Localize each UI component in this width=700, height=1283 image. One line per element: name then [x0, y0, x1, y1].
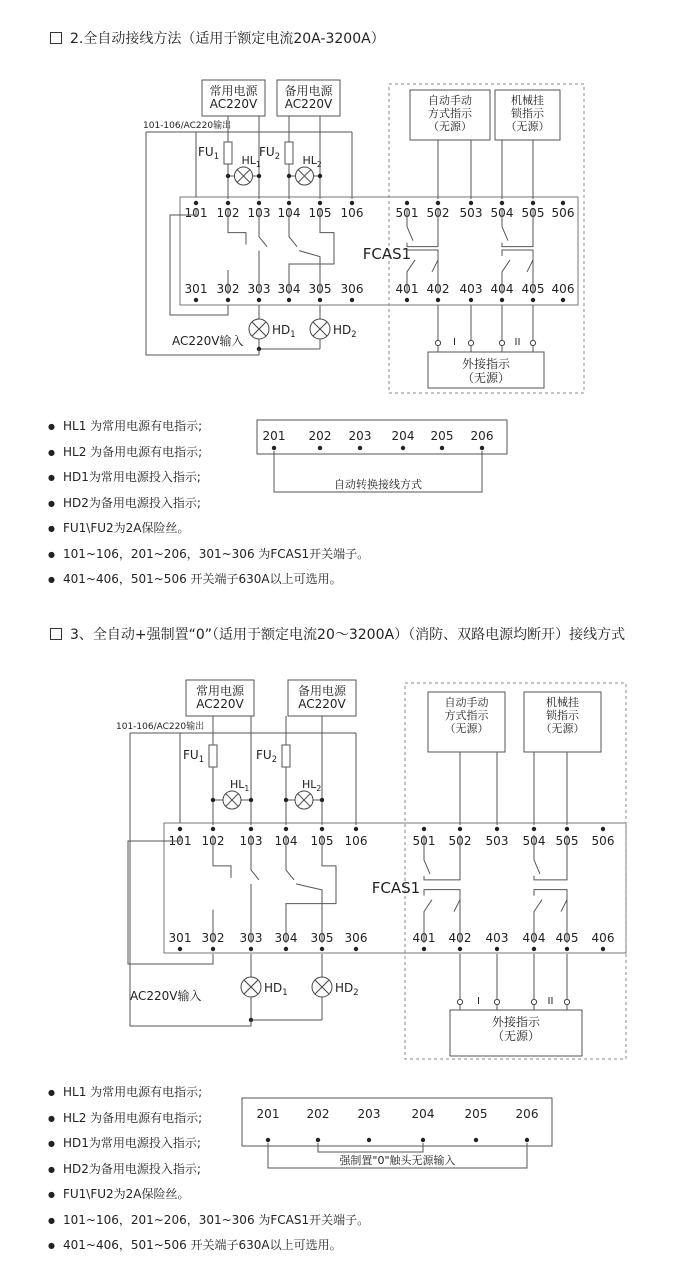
terminal-506-dot — [601, 827, 605, 831]
hd2-label-sub: 2 — [353, 987, 359, 997]
note-item: ● HD1为常用电源投入指示; — [48, 1131, 369, 1157]
fuse-fu2 — [282, 745, 290, 767]
mechanical-lock-label-line: 锁指示 — [546, 709, 579, 722]
terminal-label-401: 401 — [395, 282, 419, 296]
external-indicator-label-line: 外接指示 — [491, 1015, 541, 1029]
hd1-label — [264, 981, 288, 997]
section1-notes — [48, 414, 369, 593]
terminal-label-101: 101 — [184, 206, 208, 220]
terminal-label-106: 106 — [340, 206, 364, 220]
terminal-305-dot — [318, 298, 322, 302]
external-indicator-label-line: 外接指示 — [461, 357, 511, 371]
aux-terminal-204-dot — [401, 446, 405, 450]
junction-dot — [320, 798, 324, 802]
terminal-ring — [457, 999, 462, 1004]
device-name: FCAS1 — [371, 879, 421, 897]
terminal-401-dot — [422, 947, 426, 951]
terminal-label-303: 303 — [247, 282, 271, 296]
device-name: FCAS1 — [362, 245, 412, 263]
hd2-label-sub: 2 — [351, 329, 357, 339]
terminal-502-dot — [436, 201, 440, 205]
terminal-label-403: 403 — [485, 931, 509, 945]
hd1-lamp-icon — [241, 977, 261, 997]
fu1-label-sub: 1 — [198, 754, 205, 764]
terminal-ring — [494, 999, 499, 1004]
hd2-lamp-icon — [310, 319, 330, 339]
terminal-402-dot — [436, 298, 440, 302]
terminal-label-506: 506 — [551, 206, 575, 220]
terminal-503-dot — [495, 827, 499, 831]
junction-dot — [226, 174, 230, 178]
terminal-label-303: 303 — [239, 931, 263, 945]
terminal-105-dot — [320, 827, 324, 831]
backup-power-label-line: 备用电源 — [284, 84, 333, 98]
note-item: ● HD2为备用电源投入指示; — [48, 491, 369, 517]
aux-terminal-204-dot — [421, 1138, 425, 1142]
junction-dot — [287, 174, 291, 178]
fu2-label — [259, 145, 280, 161]
terminal-label-102: 102 — [201, 834, 225, 848]
note-item: ● FU1\FU2为2A保险丝。 — [48, 1182, 369, 1208]
aux-terminal-label-203: 203 — [348, 429, 372, 443]
section2-title: 3、全自动+强制置“0”（适用于额定电流20～3200A）（消防、双路电源均断开）接线方式 — [50, 624, 625, 644]
fuse-fu1 — [209, 745, 217, 767]
note-item: ● 101~106，201~206，301~306 为FCAS1开关端子。 — [48, 1208, 369, 1234]
terminal-label-306: 306 — [344, 931, 368, 945]
hd1-label-sub: 1 — [290, 329, 296, 339]
terminal-406-dot — [561, 298, 565, 302]
terminal-503-dot — [469, 201, 473, 205]
terminal-504-dot — [532, 827, 536, 831]
hd2-label-main: HD — [335, 981, 354, 995]
terminal-305-dot — [320, 947, 324, 951]
terminal-505-dot — [531, 201, 535, 205]
hl1-label-main: HL — [230, 778, 245, 791]
aux-terminal-206-dot — [525, 1138, 529, 1142]
terminal-label-106: 106 — [344, 834, 368, 848]
aux-terminal-label-206: 206 — [470, 429, 494, 443]
terminal-label-306: 306 — [340, 282, 364, 296]
auto-manual-label-line: 方式指示 — [428, 107, 472, 120]
fu2-label-main: FU — [259, 145, 275, 159]
terminal-106-dot — [354, 827, 358, 831]
terminal-label-504: 504 — [490, 206, 514, 220]
fu1-label-main: FU — [183, 748, 199, 762]
terminal-label-304: 304 — [274, 931, 298, 945]
hl1-label-main: HL — [241, 154, 256, 167]
aux-terminal-205-dot — [474, 1138, 478, 1142]
note-item: ● HL1 为常用电源有电指示; — [48, 1080, 369, 1106]
hl1-label-sub: 1 — [244, 784, 250, 793]
hl1-lamp-icon — [235, 167, 253, 185]
terminal-ring — [499, 340, 504, 345]
terminal-label-505: 505 — [555, 834, 579, 848]
mechanical-lock-label-line: 机械挂 — [511, 94, 544, 107]
hd2-label — [335, 981, 359, 997]
mechanical-lock-label-line: 机械挂 — [546, 696, 579, 709]
aux-mode-label: 自动转换接线方式 — [334, 478, 422, 491]
fu1-label-main: FU — [198, 145, 214, 159]
auto-manual-label-line: （无源） — [428, 120, 472, 133]
terminal-106-dot — [350, 201, 354, 205]
terminal-label-504: 504 — [522, 834, 546, 848]
terminal-label-104: 104 — [277, 206, 301, 220]
terminal-label-404: 404 — [522, 931, 546, 945]
hl1-label — [230, 778, 249, 793]
terminal-101-dot — [178, 827, 182, 831]
terminal-label-505: 505 — [521, 206, 545, 220]
normal-power-label-line: 常用电源 — [195, 684, 245, 698]
terminal-ring — [435, 340, 440, 345]
junction-dot — [318, 174, 322, 178]
terminal-label-503: 503 — [459, 206, 483, 220]
hd1-label-sub: 1 — [282, 987, 288, 997]
terminal-304-dot — [287, 298, 291, 302]
fu2-label-sub: 2 — [274, 151, 281, 161]
terminal-403-dot — [469, 298, 473, 302]
section2-notes — [48, 1080, 369, 1259]
terminal-404-dot — [532, 947, 536, 951]
terminal-401-dot — [405, 298, 409, 302]
terminal-label-402: 402 — [448, 931, 472, 945]
terminal-102-dot — [226, 201, 230, 205]
group-ii-label: II — [514, 337, 521, 348]
hl2-lamp-icon — [296, 167, 314, 185]
terminal-label-404: 404 — [490, 282, 514, 296]
terminal-301-dot — [194, 298, 198, 302]
external-indicator-label-line: （无源） — [491, 1029, 541, 1043]
note-item: ● HD1为常用电源投入指示; — [48, 465, 369, 491]
terminal-label-101: 101 — [168, 834, 192, 848]
aux-terminal-label-204: 204 — [391, 429, 415, 443]
terminal-506-dot — [561, 201, 565, 205]
aux-terminal-label-201: 201 — [256, 1107, 280, 1121]
terminal-306-dot — [354, 947, 358, 951]
junction-dot — [211, 798, 215, 802]
auto-manual-label-line: 自动手动 — [428, 94, 472, 107]
terminal-label-301: 301 — [168, 931, 192, 945]
group-i-label: I — [453, 337, 456, 348]
terminal-label-105: 105 — [308, 206, 332, 220]
group-ii-label: II — [547, 996, 554, 1007]
hl1-label-sub: 1 — [255, 160, 261, 169]
hl2-label-sub: 2 — [316, 784, 322, 793]
terminal-306-dot — [350, 298, 354, 302]
normal-power-label-line: 常用电源 — [209, 84, 258, 98]
hl2-label-sub: 2 — [316, 160, 322, 169]
terminal-104-dot — [284, 827, 288, 831]
hd1-label-main: HD — [272, 323, 291, 337]
terminal-label-304: 304 — [277, 282, 301, 296]
hl2-label — [302, 778, 321, 793]
aux-terminal-label-201: 201 — [262, 429, 286, 443]
hd2-label-main: HD — [333, 323, 352, 337]
external-indicator-label-line: （无源） — [461, 371, 511, 385]
terminal-102-dot — [211, 827, 215, 831]
aux-terminal-label-204: 204 — [411, 1107, 435, 1121]
fu1-label — [183, 748, 204, 764]
aux-terminal-label-206: 206 — [515, 1107, 539, 1121]
terminal-label-506: 506 — [591, 834, 615, 848]
terminal-label-502: 502 — [426, 206, 450, 220]
terminal-501-dot — [405, 201, 409, 205]
hl1-lamp-icon — [223, 791, 241, 809]
note-item: ● 401~406，501~506 开关端子630A以上可选用。 — [48, 567, 369, 593]
terminal-label-502: 502 — [448, 834, 472, 848]
terminal-label-302: 302 — [216, 282, 240, 296]
terminal-label-403: 403 — [459, 282, 483, 296]
terminal-501-dot — [422, 827, 426, 831]
terminal-405-dot — [531, 298, 535, 302]
terminal-label-103: 103 — [239, 834, 263, 848]
terminal-302-dot — [226, 298, 230, 302]
terminal-label-105: 105 — [310, 834, 334, 848]
terminal-label-301: 301 — [184, 282, 208, 296]
backup-power-label-line: 备用电源 — [297, 684, 347, 698]
note-item: ● FU1\FU2为2A保险丝。 — [48, 516, 369, 542]
fu2-label — [256, 748, 277, 764]
terminal-ring — [531, 999, 536, 1004]
terminal-304-dot — [284, 947, 288, 951]
fu2-label-main: FU — [256, 748, 272, 762]
junction-dot — [257, 174, 261, 178]
terminal-303-dot — [249, 947, 253, 951]
output-label: 101-106/AC220输出 — [116, 722, 205, 732]
terminal-label-406: 406 — [591, 931, 615, 945]
section1-title: 2.全自动接线方法（适用于额定电流20A-3200A） — [50, 28, 385, 48]
hl1-label — [242, 154, 261, 169]
fu1-label-sub: 1 — [213, 151, 220, 161]
group-i-label: I — [477, 996, 480, 1007]
terminal-105-dot — [318, 201, 322, 205]
terminal-label-104: 104 — [274, 834, 298, 848]
aux-terminal-label-203: 203 — [357, 1107, 381, 1121]
output-label: 101-106/AC220输出 — [143, 121, 232, 131]
aux-mode-label: 强制置"0"触头无源输入 — [339, 1154, 456, 1167]
junction-dot — [249, 798, 253, 802]
note-item: ● HL2 为备用电源有电指示; — [48, 1106, 369, 1132]
normal-power-label-line: AC220V — [209, 97, 258, 111]
auto-manual-label-line: （无源） — [444, 722, 489, 735]
terminal-303-dot — [257, 298, 261, 302]
terminal-505-dot — [565, 827, 569, 831]
auto-manual-label-line: 方式指示 — [444, 709, 489, 722]
terminal-label-405: 405 — [555, 931, 579, 945]
terminal-label-503: 503 — [485, 834, 509, 848]
fuse-fu1 — [224, 142, 232, 164]
terminal-label-406: 406 — [551, 282, 575, 296]
terminal-label-102: 102 — [216, 206, 240, 220]
terminal-label-501: 501 — [395, 206, 419, 220]
fu2-label-sub: 2 — [271, 754, 278, 764]
aux-terminal-label-205: 205 — [430, 429, 454, 443]
terminal-301-dot — [178, 947, 182, 951]
mechanical-lock-label-line: 锁指示 — [511, 107, 544, 120]
note-item: ● HL1 为常用电源有电指示; — [48, 414, 369, 440]
hl2-label — [303, 154, 322, 169]
aux-terminal-label-205: 205 — [464, 1107, 488, 1121]
terminal-label-103: 103 — [247, 206, 271, 220]
hd1-label — [272, 323, 296, 339]
terminal-403-dot — [495, 947, 499, 951]
ac-input-label: AC220V输入 — [172, 334, 244, 348]
aux-terminal-205-dot — [440, 446, 444, 450]
hl2-lamp-icon — [295, 791, 313, 809]
auto-manual-label-line: 自动手动 — [444, 696, 489, 709]
terminal-label-305: 305 — [310, 931, 334, 945]
ac-input-label: AC220V输入 — [130, 989, 202, 1003]
terminal-label-401: 401 — [412, 931, 436, 945]
terminal-ring — [530, 340, 535, 345]
terminal-label-302: 302 — [201, 931, 225, 945]
terminal-302-dot — [211, 947, 215, 951]
hd1-lamp-icon — [249, 319, 269, 339]
terminal-402-dot — [458, 947, 462, 951]
aux-terminal-206-dot — [480, 446, 484, 450]
hl2-label-main: HL — [302, 778, 317, 791]
aux-terminal-label-202: 202 — [308, 429, 332, 443]
terminal-103-dot — [257, 201, 261, 205]
terminal-ring — [564, 999, 569, 1004]
hd2-label — [333, 323, 357, 339]
hl2-label-main: HL — [302, 154, 317, 167]
terminal-103-dot — [249, 827, 253, 831]
terminal-404-dot — [500, 298, 504, 302]
terminal-104-dot — [287, 201, 291, 205]
note-item: ● 401~406，501~506 开关端子630A以上可选用。 — [48, 1233, 369, 1259]
terminal-label-405: 405 — [521, 282, 545, 296]
junction-dot — [284, 798, 288, 802]
mechanical-lock-label-line: （无源） — [505, 120, 550, 133]
terminal-label-305: 305 — [308, 282, 332, 296]
normal-power-label-line: AC220V — [196, 697, 244, 711]
fu1-label — [198, 145, 219, 161]
terminal-504-dot — [500, 201, 504, 205]
terminal-406-dot — [601, 947, 605, 951]
terminal-502-dot — [458, 827, 462, 831]
hd2-lamp-icon — [312, 977, 332, 997]
terminal-405-dot — [565, 947, 569, 951]
note-item: ● HD2为备用电源投入指示; — [48, 1157, 369, 1183]
terminal-label-402: 402 — [426, 282, 450, 296]
backup-power-label-line: AC220V — [284, 97, 333, 111]
fuse-fu2 — [285, 142, 293, 164]
backup-power-label-line: AC220V — [298, 697, 346, 711]
hd1-label-main: HD — [264, 981, 283, 995]
terminal-101-dot — [194, 201, 198, 205]
note-item: ● HL2 为备用电源有电指示; — [48, 440, 369, 466]
note-item: ● 101~106，201~206，301~306 为FCAS1开关端子。 — [48, 542, 369, 568]
terminal-label-501: 501 — [412, 834, 436, 848]
mechanical-lock-label-line: （无源） — [540, 722, 585, 735]
terminal-ring — [468, 340, 473, 345]
aux-terminal-label-202: 202 — [306, 1107, 330, 1121]
